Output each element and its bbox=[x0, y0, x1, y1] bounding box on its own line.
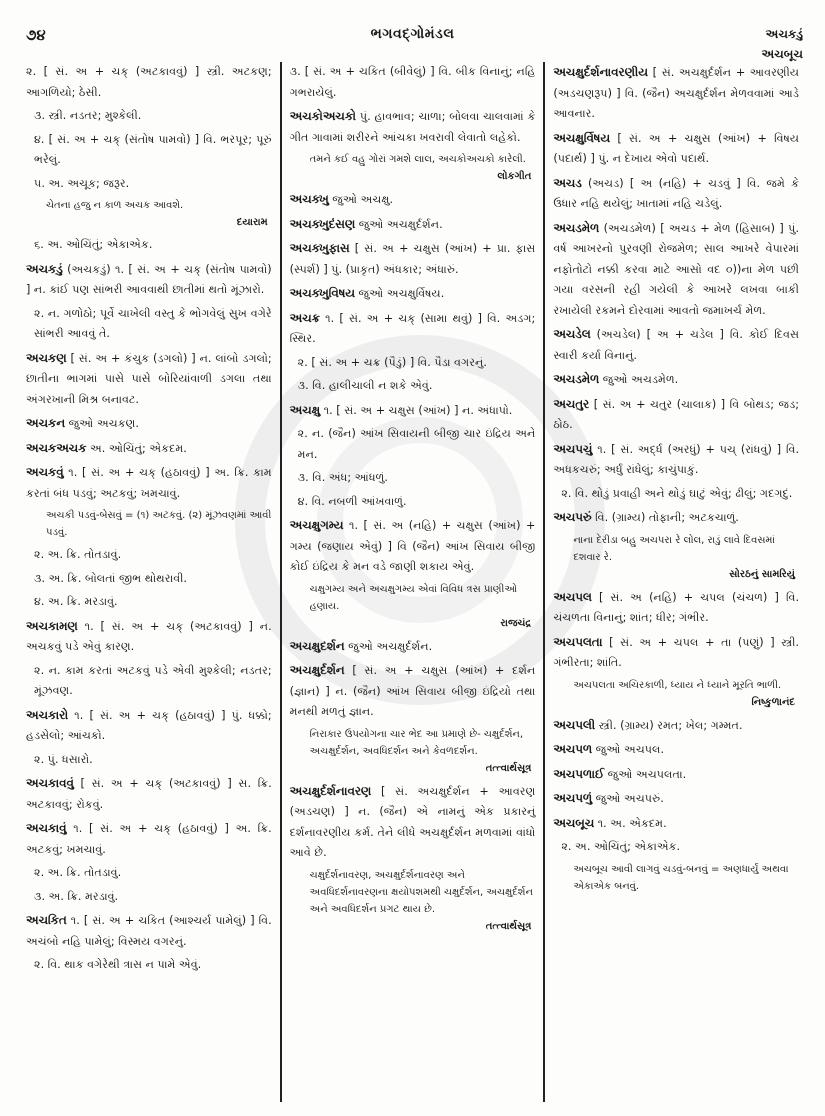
definition: સ્ત્રી. (ગ્રામ્ય) રમત; ખેલ; ગમ્મત. bbox=[598, 718, 743, 732]
column-1 bbox=[22, 62, 280, 1102]
sense-definition: ૬. અ. ઓચિંતું; એકાએક. bbox=[34, 238, 153, 251]
headword: અચક્ષુર્દર્શન bbox=[289, 663, 345, 677]
dictionary-entry bbox=[553, 788, 799, 810]
citation-quote bbox=[553, 532, 799, 583]
headword: અચકણ bbox=[26, 350, 67, 365]
sense-definition: ૨. ન. ગળોઠો; પૂર્વે ચાખેલી વસ્તુ કે ભોગવેલું સુખ વગેરે સાંભરી આવવું તે. bbox=[34, 306, 272, 340]
citation-quote bbox=[553, 677, 799, 711]
sense-definition: ૪. [ સં. અ + ચક્ (સંતોષ પામવો) ] વિ. ભરપૂર; પૂરું ભરેલું. bbox=[34, 132, 272, 166]
columns bbox=[22, 62, 807, 1102]
sense-definition: ૨. ન. (જૈન) આંખ સિવાયની બીજી ચાર ઇંદ્રિય અને મન. bbox=[297, 427, 536, 461]
definition: ૧. [ સં. અ + ચક્ (અટકાવવું) ] ન. અચકવું પડે એવું કારણ. bbox=[26, 619, 272, 653]
sense-definition: ૨. અ. ક્રિ. તોતડાવું. bbox=[34, 866, 122, 879]
definition: જુઓ અચપરું. bbox=[595, 792, 664, 805]
sense-definition: ૨. ન. કામ કરતાં અટકવું પડે એવી મુશ્કેલી; નડતર; મૂંઝવણ. bbox=[34, 663, 272, 697]
dictionary-entry bbox=[26, 773, 272, 815]
dictionary-entry bbox=[290, 214, 536, 236]
headword: અચકામણ bbox=[26, 618, 78, 633]
headword: અચક્ખુ bbox=[289, 192, 329, 206]
dictionary-entry bbox=[553, 632, 799, 674]
quote-text: અચપલતા અચિરકાળી, ધ્યાય ને ધ્યાને મૂરતિ ભાળી. bbox=[573, 679, 782, 691]
headword: અચકાવું bbox=[26, 821, 67, 835]
definition: (અચકડું) ૧. [ સં. અ + ચક્ (સંતોષ પામવો) ] ન. કાંઈ પણ સાંભરી આવવાથી છાતીમાં થતો મૂંઝારો. bbox=[26, 262, 272, 296]
column-2 bbox=[280, 62, 544, 1102]
citation-quote bbox=[290, 151, 536, 185]
headword: અચપળાઈ bbox=[553, 766, 605, 781]
sense-definition: ૩. વિ. અંધ; આંધળું. bbox=[297, 471, 388, 484]
dictionary-entry bbox=[553, 369, 799, 391]
headword: અચકવું bbox=[26, 465, 64, 479]
dictionary-entry bbox=[290, 308, 536, 350]
citation-quote bbox=[26, 507, 272, 541]
dictionary-entry bbox=[553, 128, 799, 170]
headword: અચબૂચ bbox=[553, 815, 595, 830]
definition: જુઓ અચક્ષુ. bbox=[332, 193, 394, 206]
headword: અચકાવવું bbox=[26, 776, 74, 790]
dictionary-entry bbox=[26, 462, 272, 504]
sense-definition: ૨. અ. ક્રિ. તોતડાવું. bbox=[34, 548, 122, 561]
headword: અચક્ષુર્વિષય bbox=[553, 130, 611, 145]
dictionary-entry bbox=[26, 413, 272, 435]
dictionary-entry bbox=[290, 238, 536, 280]
dictionary-entry bbox=[553, 173, 799, 215]
sense-definition: ૩. સ્ત્રી. નડતર; મુશ્કેલી. bbox=[34, 109, 142, 122]
dictionary-entry bbox=[553, 764, 799, 786]
sense-definition: ૨. [ સં. અ + ચક્ (અટકાવવું) ] સ્ત્રી. અટકણ; આગળિયો; ઠેસી. bbox=[26, 65, 272, 99]
headword: અચપલ bbox=[553, 589, 592, 604]
quote-text: અચબૂચ આવી લાગવું ચડવું-બનવું = અણધાર્યું અથવા એકાએક બનવું. bbox=[573, 863, 789, 892]
headword: અચકડું bbox=[26, 261, 63, 276]
headword: અચડમેળ bbox=[553, 220, 600, 235]
dictionary-entry bbox=[290, 106, 536, 148]
definition: જુઓ અચક્ષુર્વિષય. bbox=[358, 287, 445, 300]
dictionary-entry bbox=[26, 910, 272, 952]
definition: (અચડ) [ અ (નહિ) + ચડવું ] વિ. જમે કે ઉધાર નહિ થયેલું; ખાતામાં નહિ ચડેલું. bbox=[553, 176, 800, 210]
headword: અચકિત bbox=[26, 913, 67, 927]
sense-definition: ૪. અ. ક્રિ. મરડાવું. bbox=[34, 595, 118, 608]
guide-words bbox=[762, 24, 804, 64]
dictionary-entry bbox=[26, 259, 272, 301]
dictionary-entry bbox=[553, 218, 799, 322]
dictionary-entry bbox=[553, 324, 799, 366]
dictionary-entry bbox=[553, 715, 799, 737]
headword: અચડેલ bbox=[553, 327, 591, 341]
definition: ૧. [ સં. અ + ચક્ (હઠાવવું) ] અ. ક્રિ. કામ કરતાં બંધ પડવું; અટકવું; ખમચાવું. bbox=[26, 466, 272, 500]
headword: અચક્ખુદંસણ bbox=[289, 216, 356, 231]
definition: ૧. [ સં. અ + ચકિત (આશ્ચર્ય પામેલું) ] વિ. અચંબો નહિ પામેલું; વિસ્મય વગરનું. bbox=[26, 914, 272, 948]
dictionary-entry bbox=[290, 781, 536, 864]
dictionary-entry bbox=[290, 400, 536, 422]
citation-quote bbox=[290, 867, 536, 935]
headword: અચક્ષુર્દર્શનાવરણીય bbox=[553, 65, 648, 79]
quote-text: નિરાકાર ઉપયોગના ચાર ભેદ આ પ્રમાણે છે- ચક્ષુર્દર્શન, અચક્ષુર્દર્શન, અવધિદર્શન અને કેવળદર્શન. bbox=[309, 728, 524, 757]
sense-definition: ૨. પું. ધસારો. bbox=[34, 752, 93, 766]
quote-source: દયારામ bbox=[236, 217, 268, 228]
sense-definition: ૩. અ. ક્રિ. બોલતાં જીભ થોથરાવી. bbox=[34, 571, 187, 585]
dictionary-entry bbox=[26, 616, 272, 658]
sense-definition: ૨. વિ. થાક વગેરેથી ત્રાસ ન પામે એવું. bbox=[34, 958, 202, 971]
headword: અચકોઅચકો bbox=[289, 109, 356, 123]
definition: ૧. [ સં. અ + ચક્ (હઠાવવું) ] પું. ધક્કો; હડસેલો; આંચકો. bbox=[26, 708, 272, 742]
definition: ૧. [ સં. અ + ચક્ (હઠાવવું) ] અ. ક્રિ. અટકવું; ખમચાવું. bbox=[26, 822, 272, 856]
quote-text: અચકી પડવું-બેસવું = (૧) અટકવું. (૨) મૂંઝવણમાં આવી પડવું. bbox=[46, 510, 272, 538]
definition: (અચડેલ) [ અ + ચડેલ ] વિ. કોઈ દિવસ સ્વારી કર્યા વિનાનું. bbox=[553, 328, 800, 362]
dictionary-entry bbox=[26, 438, 272, 460]
guide-word-last: અચબૂચ bbox=[761, 47, 803, 61]
quote-text: ચેતના હજુ ન કાળ અચક આવશે. bbox=[46, 200, 184, 211]
definition: ૧. [ સં. અ + ચક્ષુસ (આંખ) ] ન. અંધાપો. bbox=[323, 403, 513, 417]
quote-source: તત્ત્વાર્થસૂત્ર bbox=[485, 762, 532, 774]
definition: [ સં. અ + ચક્ષુસ (આંખ) + દર્શન (જ્ઞાન) ] ન. (જૈન) આંખ સિવાય બીજી ઇંદ્રિયો તથા મનથી મળતું જ્ઞાન. bbox=[289, 664, 536, 718]
definition: [ સં. અ + ચક્ષુસ (આંખ) + વિષય (પદાર્થ) ] પું. ન દેખાય એવો પદાર્થ. bbox=[553, 131, 800, 165]
headword: અચતુર bbox=[553, 396, 590, 411]
dictionary-entry bbox=[553, 587, 799, 629]
definition: જુઓ અચકણ. bbox=[68, 417, 139, 430]
dictionary-entry bbox=[290, 636, 536, 658]
dictionary-entry bbox=[26, 348, 272, 411]
dictionary-entry bbox=[553, 439, 799, 481]
dictionary-entry bbox=[553, 813, 799, 835]
running-title: ભગવદ્ગોમંડલ bbox=[370, 26, 455, 42]
headword: અચકન bbox=[26, 416, 66, 430]
definition: ૧. અ. એકદમ. bbox=[597, 816, 667, 830]
dictionary-entry bbox=[553, 62, 799, 125]
column-3 bbox=[543, 62, 807, 1102]
definition: જુઓ અચપલ. bbox=[595, 743, 665, 756]
citation-quote bbox=[290, 726, 536, 777]
definition: [ સં. અચક્ષુર્દર્શન + આવરણીય (અડચણરૂપ) ] વિ. (જૈન) અચક્ષુર્દર્શન મેળવવામાં આડે આવનાર. bbox=[553, 66, 800, 120]
definition: જુઓ અચપલતા. bbox=[607, 767, 687, 781]
headword: અચડ bbox=[553, 175, 582, 190]
definition: અ. ઓચિંતું; એકદમ. bbox=[90, 441, 187, 455]
headword: અચપળ bbox=[553, 742, 593, 756]
dictionary-entry bbox=[553, 507, 799, 529]
headword: અચક્ખુફાસ bbox=[289, 241, 350, 255]
dictionary-entry bbox=[290, 660, 536, 723]
definition: ૧. [ સં. અર્દ્ધ (અરધું) + પચ્ (રાંધવું) ] વિ. અધકચરું; અર્ધું રાંધેલું; કાચુંપાકું. bbox=[553, 442, 800, 476]
page-number: ૭૪ bbox=[26, 26, 46, 44]
headword: અચક્ષુ bbox=[289, 402, 321, 417]
definition: [ સં. અચક્ષુર્દર્શન + આવરણ (અડચણ) ] ન. (જૈન) એ નામનું એક પ્રકારનું દર્શનાવરણીય કર્મ. તેને લીધે અચક્ષુર્દર્શન મળવામાં વાંધો આવે છે. bbox=[289, 784, 536, 859]
quote-text: નાના દેરીડા બહુ અચપરા રે લોલ, રાડું લાવે દિવસમાં દશવાર રે. bbox=[573, 534, 775, 563]
headword: અચપચું bbox=[553, 441, 593, 456]
headword: અચક્ર bbox=[289, 310, 320, 325]
definition: વિ. (ગ્રામ્ય) તોફાની; અટકચાળું. bbox=[595, 511, 739, 524]
sense-definition: ૨. [ સં. અ + ચક્ર (પૈડું) ] વિ. પૈડા વગરનું. bbox=[297, 355, 487, 369]
headword: અચપળું bbox=[553, 791, 593, 805]
dictionary-entry bbox=[290, 189, 536, 211]
definition: [ સં. અ + કંચુક (ડગલો) ] ન. લાંબો ડગલો; છાતીના ભાગમાં પાસે પાસે બોરિયાંવાળી ડગલા તથા અંગરખાની મિશ્ર બનાવટ. bbox=[26, 351, 272, 406]
headword: અચપરું bbox=[553, 510, 592, 524]
sense-definition: ૪. વિ. નબળી આંખવાળું. bbox=[297, 494, 407, 508]
quote-source: લોકગીત bbox=[497, 171, 532, 182]
sense-definition: ૩. વિ. હાલીચાલી ન શકે એવું. bbox=[297, 379, 433, 392]
headword: અચક્ષુદર્શન bbox=[289, 638, 345, 653]
definition: [ સં. અ + ચક્ (અટકાવવું) ] સ. ક્રિ. અટકાવવું; રોકવું. bbox=[26, 777, 272, 811]
sense-definition: ૩. [ સં. અ + ચકિત (બીવેલું) ] વિ. બીક વિનાનું; નહિ ગભરાયેલું. bbox=[289, 65, 536, 99]
headword: અચકારો bbox=[26, 707, 69, 722]
definition: પું. હાવભાવ; ચાળા; બોલવા ચાલવામાં કે ગીત ગાવામાં શરીરને આંચકા ખવરાવી લેવાતો લહેકો. bbox=[289, 110, 536, 144]
quote-text: તમને કઈ વહુ ગોરાં ગમશે લાલ, અચકોઅચકો કારેલી. bbox=[309, 154, 526, 165]
headword: અચક્ખુવિષય bbox=[289, 286, 355, 300]
definition: [ સં. અ + ચતુર (ચાલાક) ] વિ બોથડ; જડ; ઠોઠ. bbox=[553, 397, 800, 431]
definition: જુઓ અચડમેળ. bbox=[602, 373, 679, 386]
headword: અચપલતા bbox=[553, 634, 603, 649]
sense-definition: ૨. વિ. થોડું પ્રવાહી અને થોડું ઘાટું એવું; ઢીલું; ગદગદું. bbox=[561, 486, 793, 500]
headword: અચક્ષુગમ્ય bbox=[289, 518, 344, 532]
headword: અચકઅચક bbox=[26, 440, 87, 455]
headword: અચક્ષુર્દર્શનાવરણ bbox=[289, 783, 372, 798]
definition: ૧. [ સં. અ + ચક્ (સામા થવું) ] વિ. અડગ; સ્થિર. bbox=[289, 311, 536, 345]
dictionary-entry bbox=[290, 515, 536, 578]
quote-source: તત્ત્વાર્થસૂત્ર bbox=[485, 920, 532, 932]
headword: અચપલી bbox=[553, 717, 596, 732]
sense-definition: ૩. અ. ક્રિ. મરડાવું. bbox=[34, 889, 119, 903]
citation-quote bbox=[553, 861, 799, 895]
dictionary-entry bbox=[553, 394, 799, 436]
quote-source: રાજચંદ્ર bbox=[500, 617, 532, 629]
definition: (અચડમેળ) [ અચડ + મેળ (હિસાબ) ] પું. વર્ષ આખરનો પુરવણી રોજમેળ; સાલ આખરે વેપારમાં નફોતોટો નક્કી કરવા માટે આસો વદ ૦))ના મેળ પછી ગયા વરસની રહી ગયેલી કે આખરે લખવા બાકી રખાયેલી રકમને દોરવામાં આવતો જમાખર્ચ મેળ. bbox=[553, 221, 800, 317]
quote-text: ચક્ષુર્દર્શનાવરણ, અચક્ષુર્દર્શનાવરણ અને અવધિદર્શનાવરણના ક્ષયોપશમથી ચક્ષુર્દર્શન, અચક્ષુર્દર્શન અને અવધિદર્શન પ્રગટ થાય છે. bbox=[309, 869, 533, 915]
dictionary-entry bbox=[26, 818, 272, 860]
definition: ૧. [ સં. અ (નહિ) + ચક્ષુસ (આંખ) + ગમ્ય (જણાય એવું) ] વિ (જૈન) આંખ સિવાય બીજી કોઈ ઇંદ્રિય કે મન વડે જાણી શકાય એવું. bbox=[289, 519, 536, 573]
citation-quote bbox=[290, 581, 536, 632]
headword: અચડમેળ bbox=[553, 372, 600, 386]
sense-definition: ૨. અ. ઓચિંતું; એકાએક. bbox=[561, 840, 681, 853]
quote-source: સોરઠનું સામરિયું bbox=[729, 568, 796, 580]
quote-text: ચક્ષુગમ્ય અને અચક્ષુગમ્ય એવાં વિવિધ ત્રસ પ્રાણીઓ હણાય. bbox=[309, 583, 518, 612]
definition: [ સં. અ (નહિ) + ચપલ (ચંચળ) ] વિ. ચંચળતા વિનાનું; શાંત; ધીર; ગંભીર. bbox=[553, 590, 800, 624]
dictionary-entry bbox=[26, 705, 272, 747]
citation-quote bbox=[26, 197, 272, 231]
dictionary-entry bbox=[553, 739, 799, 761]
sense-definition: ૫. અ. અચૂક; જરૂર. bbox=[34, 176, 130, 190]
definition: [ સં. અ + ચપલ + તા (પણું) ] સ્ત્રી. ગંભીરતા; શાંતિ. bbox=[553, 635, 799, 669]
quote-source: નિષ્કુળાનંદ bbox=[751, 696, 796, 708]
definition: જુઓ અચક્ષુર્દર્શન. bbox=[358, 217, 443, 231]
dictionary-entry bbox=[290, 283, 536, 305]
guide-word-first: અચકડું bbox=[765, 27, 803, 41]
definition: જુઓ અચક્ષુર્દર્શન. bbox=[348, 639, 433, 653]
definition: [ સં. અ + ચક્ષુસ (આંખ) + પ્રા. ફાસ (સ્પર્શ) ] પું. (પ્રાકૃત) અંધકાર; અંધારું. bbox=[289, 242, 536, 276]
